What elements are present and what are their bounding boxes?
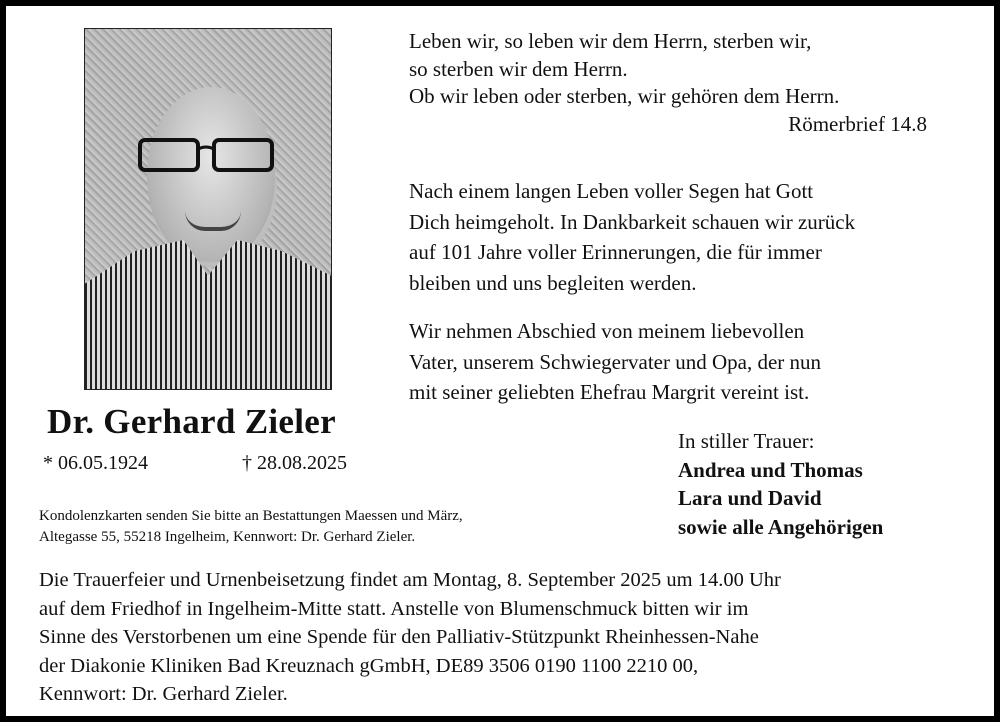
service-line: der Diakonie Kliniken Bad Kreuznach gGmbH, DE89 3506 0190 1100 2210 00, xyxy=(39,654,699,677)
obituary-notice xyxy=(6,6,994,716)
paragraph-line: mit seiner geliebten Ehefrau Margrit vereint ist. xyxy=(409,380,810,404)
birth-date: * 06.05.1924 xyxy=(43,452,148,474)
verse-reference: Römerbrief 14.8 xyxy=(788,111,927,136)
service-line: Sinne des Verstorbenen um eine Spende für den Palliativ-Stützpunkt Rheinhessen-Nahe xyxy=(39,626,759,648)
mourners-intro: In stiller Trauer: xyxy=(678,429,815,453)
service-line: auf dem Friedhof in Ingelheim-Mitte statt. Anstelle von Blumenschmuck bitten wir im xyxy=(39,597,749,620)
paragraph-line: Dich heimgeholt. In Dankbarkeit schauen wir zurück xyxy=(409,209,856,234)
paragraph-line: Wir nehmen Abschied von meinem liebevollen xyxy=(409,319,805,343)
mourner-name: Lara und David xyxy=(678,486,822,510)
mourner-name: sowie alle Angehörigen xyxy=(678,514,884,539)
condolence-info xyxy=(39,506,619,548)
verse-line: so sterben wir dem Herrn. xyxy=(409,56,628,81)
verse-line: Leben wir, so leben wir dem Herrn, sterben wir, xyxy=(409,29,812,53)
bible-verse xyxy=(409,28,927,138)
condolence-line: Kondolenzkarten senden Sie bitte an Bestattungen Maessen und März, xyxy=(39,508,463,524)
condolence-line: Altegasse 55, 55218 Ingelheim, Kennwort: Dr. Gerhard Zieler. xyxy=(39,529,416,545)
verse-line: Ob wir leben oder sterben, wir gehören dem Herrn. xyxy=(409,84,840,108)
service-line: Kennwort: Dr. Gerhard Zieler. xyxy=(39,683,288,705)
farewell-paragraph-2 xyxy=(409,316,949,408)
death-date: † 28.08.2025 xyxy=(242,452,347,474)
deceased-name: Dr. Gerhard Zieler xyxy=(47,402,336,441)
mourner-name: Andrea und Thomas xyxy=(678,457,863,482)
portrait-photo xyxy=(84,28,332,390)
paragraph-line: auf 101 Jahre voller Erinnerungen, die für immer xyxy=(409,240,822,264)
paragraph-line: Nach einem langen Leben voller Segen hat Gott xyxy=(409,179,814,203)
farewell-paragraph-1 xyxy=(409,176,949,298)
glasses-icon xyxy=(137,137,277,173)
mourners-list xyxy=(678,427,883,541)
service-line: Die Trauerfeier und Urnenbeisetzung findet am Montag, 8. September 2025 um 14.00 Uhr xyxy=(39,569,781,591)
funeral-service-info xyxy=(39,566,984,709)
portrait-face xyxy=(147,87,275,262)
paragraph-line: Vater, unserem Schwiegervater und Opa, der nun xyxy=(409,349,822,374)
paragraph-line: bleiben und uns begleiten werden. xyxy=(409,270,697,295)
